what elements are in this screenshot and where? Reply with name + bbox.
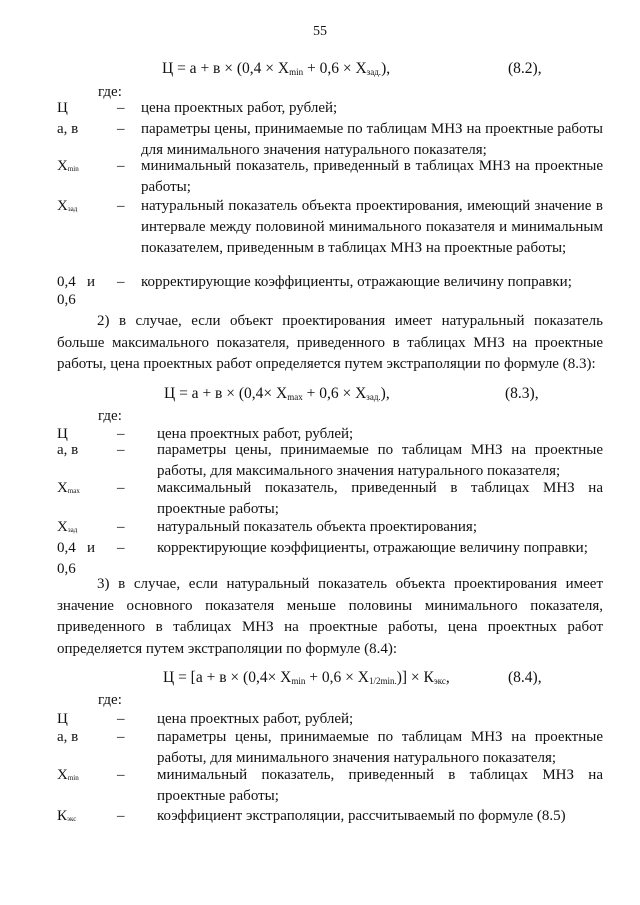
definition-dash: – <box>117 121 125 137</box>
definition-continuation: 0,6 <box>57 561 76 577</box>
definition-text: цена проектных работ, рублей; <box>157 711 354 727</box>
definition-row <box>57 98 603 119</box>
definition-dash: – <box>117 442 125 458</box>
definition-dash: – <box>117 426 125 442</box>
definition-continuation: 0,6 <box>57 292 76 308</box>
formula-number: (8.2), <box>508 60 542 77</box>
formula-number: (8.4), <box>508 669 542 686</box>
definition-text: минимальный показатель, приведенный в таблицах МНЗ на проектные работы; <box>157 767 603 804</box>
definition-symbol: а, в <box>57 442 79 458</box>
where-label: где: <box>98 692 122 708</box>
definition-symbol: $X_{max}$ <box>57 480 80 496</box>
definition-dash: – <box>117 540 125 556</box>
paragraph-3: 3) в случае, если натуральный показатель объекта проектирования имеет значение основного показателя меньше половины минимального показателя, приведенного в таблицах МНЗ на проектные работы, цена проектных работ определяется путем экстраполяции по формуле (8.4): <box>57 576 603 657</box>
definition-dash: – <box>117 711 125 727</box>
definition-symbol: $X_{min}$ <box>57 158 79 174</box>
definition-row <box>57 538 603 559</box>
definition-text: максимальный показатель, приведенный в таблицах МНЗ на проектные работы; <box>157 480 603 517</box>
definition-symbol: 0,4 и <box>57 274 96 290</box>
definition-text: параметры цены, принимаемые по таблицам МНЗ на проектные работы, для минимального значения натурального показателя; <box>157 729 603 766</box>
definition-text: параметры цены, принимаемые по таблицам МНЗ на проектные работы для минимального значения натурального показателя; <box>141 121 603 158</box>
definition-text: цена проектных работ, рублей; <box>157 426 354 442</box>
definition-symbol: 0,4 и <box>57 540 96 556</box>
definition-row <box>57 272 603 293</box>
where-label: где: <box>98 408 122 424</box>
formula-8-4: $Ц = [а + в \times (0,4\times X_{min} + 0,6 \times X_{1/2min.})] \times К_{экс}$, <box>163 669 450 686</box>
definition-row <box>57 156 603 198</box>
where-label: где: <box>98 84 122 100</box>
page-number: 55 <box>313 24 327 39</box>
paragraph-2: 2) в случае, если объект проектирования имеет натуральный показатель больше максимального показателя, приведенного в таблицах МНЗ на проектные работы, цена проектных работ определяется путем экстраполяции по формуле (8.3): <box>57 313 603 372</box>
definition-symbol: Ц <box>57 426 68 442</box>
definition-dash: – <box>117 274 125 290</box>
definition-dash: – <box>117 767 125 783</box>
definition-text: минимальный показатель, приведенный в таблицах МНЗ на проектные работы; <box>141 158 603 195</box>
definition-symbol: Ц <box>57 100 68 116</box>
definition-row <box>57 478 603 520</box>
definition-text: параметры цены, принимаемые по таблицам МНЗ на проектные работы, для максимального значения натурального показателя; <box>157 442 603 479</box>
definition-symbol: $X_{min}$ <box>57 767 79 783</box>
definition-text: цена проектных работ, рублей; <box>141 100 338 116</box>
definition-row <box>57 806 603 830</box>
definition-symbol: а, в <box>57 729 79 745</box>
definition-dash: – <box>117 729 125 745</box>
definition-text: коэффициент экстраполяции, рассчитываемый по формуле (8.5) <box>157 808 566 824</box>
definition-dash: – <box>117 158 125 174</box>
definition-row <box>57 119 603 161</box>
definition-symbol: $К_{экс}$ <box>57 808 77 824</box>
definition-dash: – <box>117 198 125 214</box>
definition-dash: – <box>117 808 125 824</box>
definition-text: натуральный показатель объекта проектирования; <box>157 519 477 535</box>
definition-text: натуральный показатель объекта проектирования, имеющий значение в интервале между половиной минимального показателя и минимальным показателем, приведенным в таблицах МНЗ на проектные работы; <box>141 198 603 256</box>
definition-symbol: Ц <box>57 711 68 727</box>
definition-text: корректирующие коэффициенты, отражающие величину поправки; <box>157 540 588 556</box>
definition-dash: – <box>117 480 125 496</box>
definition-symbol: а, в <box>57 121 79 137</box>
definition-row <box>57 727 603 769</box>
definition-row <box>57 440 603 482</box>
formula-number: (8.3), <box>505 385 539 402</box>
definition-dash: – <box>117 100 125 116</box>
definition-dash: – <box>117 519 125 535</box>
definition-symbol: $X_{зад}$ <box>57 198 78 214</box>
formula-8-3: $Ц = а + в \times (0,4\times X_{max} + 0,6 \times X_{зад.})$, <box>164 385 390 402</box>
definition-row <box>57 765 603 807</box>
definition-row <box>57 196 603 259</box>
formula-8-2: $Ц = а + в \times (0,4 \times X_{min} + 0,6 \times X_{зад.})$, <box>162 60 391 77</box>
definition-symbol: $X_{зад}$ <box>57 519 78 535</box>
definition-text: корректирующие коэффициенты, отражающие величину поправки; <box>141 274 572 290</box>
